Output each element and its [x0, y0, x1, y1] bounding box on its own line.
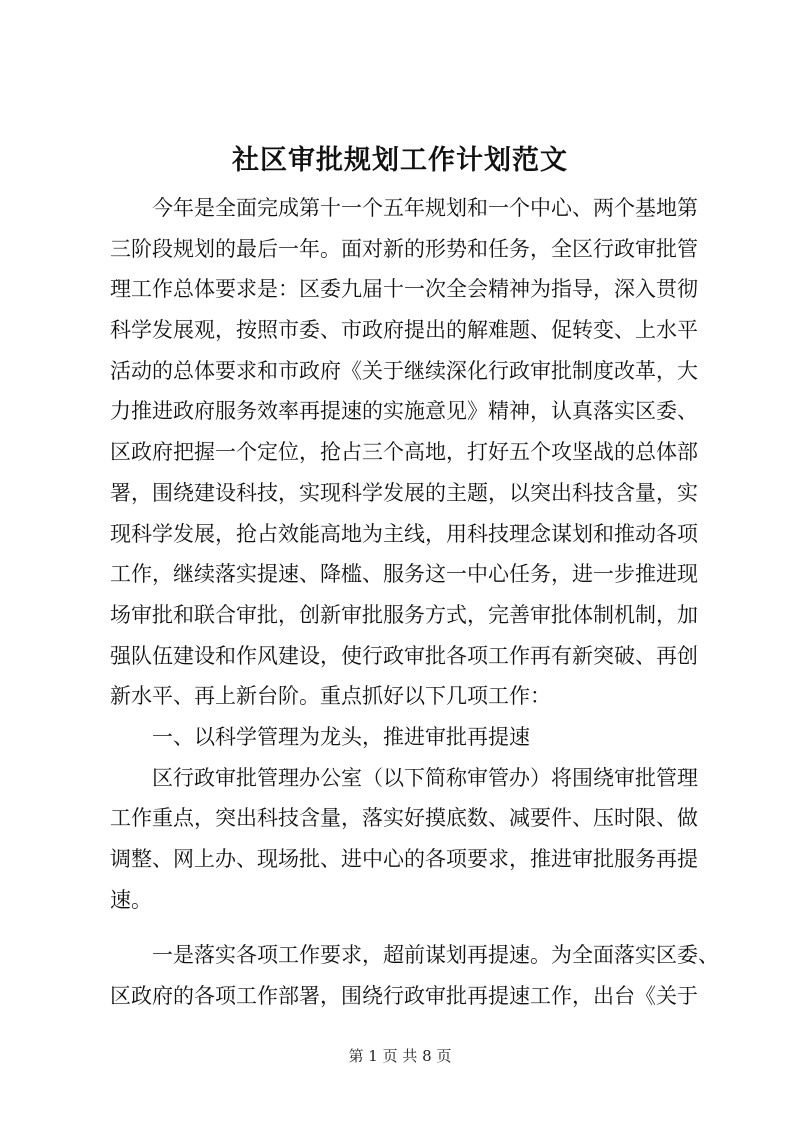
- body-line: 场审批和联合审批，创新审批服务方式，完善审批体制机制，加: [110, 602, 698, 627]
- body-line: 区政府把握一个定位，抢占三个高地，打好五个攻坚战的总体部: [110, 440, 698, 465]
- body-line: 工作重点，突出科技含量，落实好摸底数、减要件、压时限、做: [110, 806, 698, 831]
- body-line: 现科学发展，抢占效能高地为主线，用科技理念谋划和推动各项: [110, 521, 698, 546]
- body-line: 三阶段规划的最后一年。面对新的形势和任务，全区行政审批管: [110, 236, 698, 261]
- body-line: 工作，继续落实提速、降槛、服务这一中心任务，进一步推进现: [110, 562, 698, 587]
- body-line: 区行政审批管理办公室（以下简称审管办）将围绕审批管理: [152, 765, 698, 790]
- page-footer: 第 1 页 共 8 页: [348, 1047, 452, 1065]
- document-body: [110, 188, 719, 1017]
- body-line: 强队伍建设和作风建设，使行政审批各项工作再有新突破、再创: [110, 643, 698, 668]
- document-title: 社区审批规划工作计划范文: [232, 145, 568, 176]
- body-line: 活动的总体要求和市政府《关于继续深化行政审批制度改革，大: [110, 358, 698, 383]
- body-line: 科学发展观，按照市委、市政府提出的解难题、促转变、上水平: [110, 318, 698, 343]
- body-line: 今年是全面完成第十一个五年规划和一个中心、两个基地第: [152, 196, 698, 220]
- body-line: 调整、网上办、现场批、进中心的各项要求，推进审批服务再提: [110, 847, 698, 871]
- body-line: 理工作总体要求是：区委九届十一次全会精神为指导，深入贯彻: [110, 277, 698, 302]
- body-line: 力推进政府服务效率再提速的实施意见》精神，认真落实区委、: [110, 399, 698, 424]
- body-line: 署，围绕建设科技，实现科学发展的主题，以突出科技含量，实: [110, 480, 698, 505]
- body-line: 新水平、再上新台阶。重点抓好以下几项工作：: [110, 684, 551, 709]
- section-heading: 一、以科学管理为龙头，推进审批再提速: [152, 724, 530, 749]
- body-line: 区政府的各项工作部署，围绕行政审批再提速工作，出台《关于: [110, 984, 698, 1009]
- body-line: 速。: [110, 887, 152, 912]
- body-line: 一是落实各项工作要求，超前谋划再提速。为全面落实区委、: [152, 943, 719, 968]
